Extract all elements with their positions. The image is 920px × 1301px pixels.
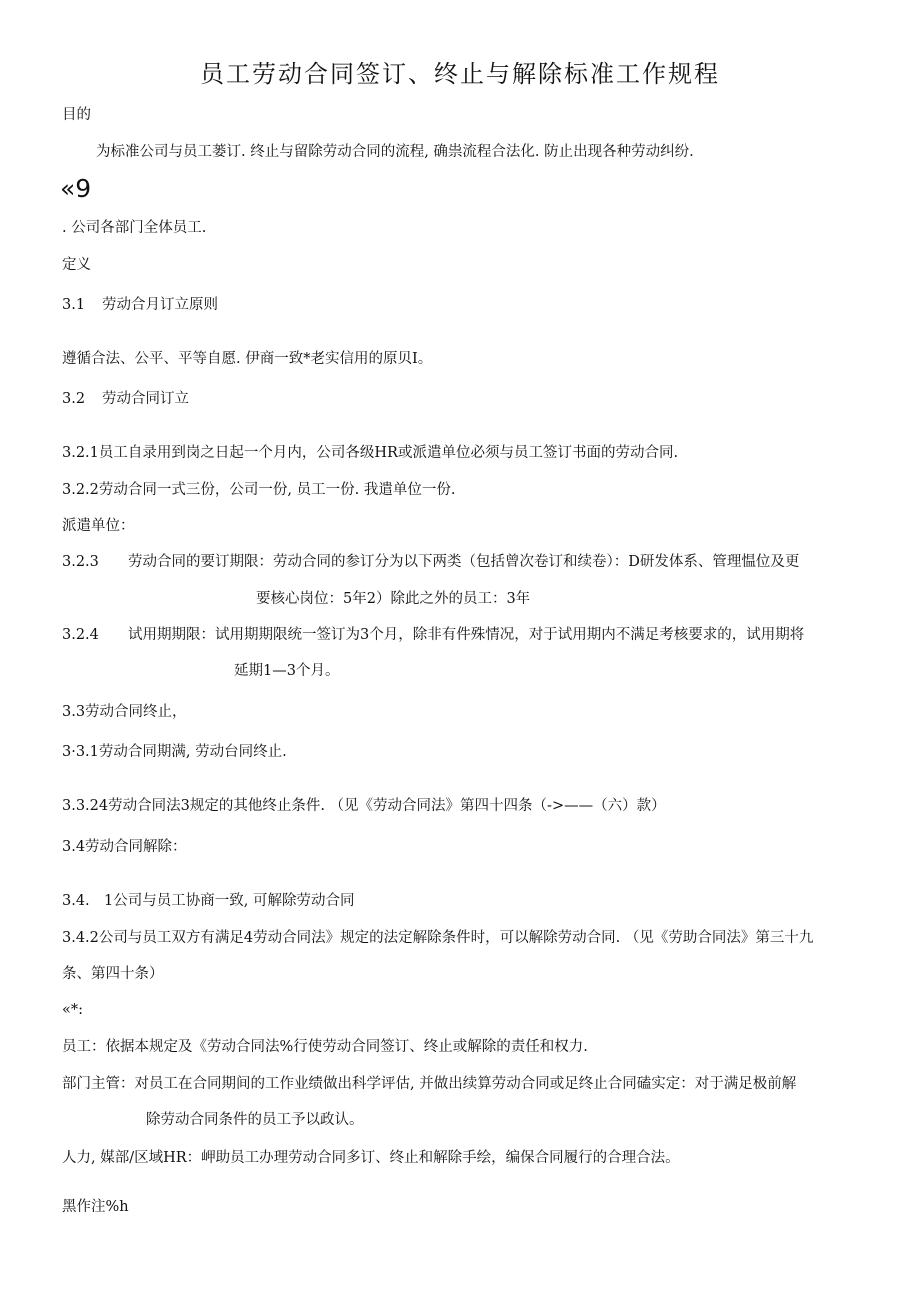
section-3-3: 3.3劳动合同终止， [62, 704, 187, 720]
section-3-1-text: 遵循合法、公平、平等自愿. 伊商一致*老实信用的原贝I。 [62, 351, 433, 367]
responsibility-marker: «*: [62, 1002, 84, 1018]
manager-responsibility-line2: 除劳动合同条件的员工予以政认。 [146, 1112, 364, 1128]
section-3-2-3-line2: 要核心岗位：5年2）除此之外的员工：3年 [256, 591, 531, 607]
section-3-2-4-line1: 试用期期限：试用期期限统一签订为3个月，除非有件殊情况，对于试用期内不满足考核要求的，试用期将 [128, 627, 805, 643]
section-3-4-1-text: 1公司与员工协商一致, 可解除劳动合同 [104, 893, 355, 909]
heading-purpose: 目的 [62, 107, 91, 123]
section-3-1-number: 3.1 [62, 297, 86, 313]
section-3-4-2-line2: 条、第四十条） [62, 966, 164, 982]
document-title: 员工劳动合同签订、终止与解除标准工作规程 [200, 60, 720, 88]
section-3-2-3-line1: 劳动合同的要订期限：劳动合同的参订分为以下两类（包括曾次卷订和续卷）：D研发体系、管理愠位及更 [128, 554, 800, 570]
section-3-3-2: 3.3.24劳动合同法3规定的其他终止条件. （见《劳动合同法》第四十四条（->——（六）款） [62, 798, 666, 814]
section-3-2-4-line2: 延期1—3个月。 [234, 663, 340, 679]
heading-scope-garbled: «9 [60, 174, 92, 203]
section-3-2-title: 劳动合同订立 [102, 391, 189, 407]
footer-note: 黑作注%h [62, 1199, 129, 1215]
employee-responsibility: 员工：依据本规定及《劳动合同法%行使劳动合同签订、终止或解除的责任和权力. [62, 1039, 588, 1055]
section-3-2-3-number: 3.2.3 [62, 554, 99, 570]
section-3-2-1: 3.2.1员工自录用到岗之日起一个月内，公司各级HR或派遣单位必须与员工签订书面的劳动合同. [62, 445, 679, 461]
dispatch-unit-label: 派遣单位： [62, 518, 135, 534]
hr-responsibility: 人力, 媒部/区域HR：岬助员工办理劳动合同多订、终止和解除手绘，编保合同履行的合理合法。 [62, 1150, 680, 1166]
manager-responsibility-line1: 部门主管：对员工在合同期间的工作业绩做出科学评估, 并做出续算劳动合同或足终止合同磕实定：对于满足极前解 [62, 1076, 797, 1092]
purpose-paragraph: 为标准公司与员工蒌订. 终止与留除劳动合同的流程, 确祟流程合法化. 防止出现各种劳动纠纷. [96, 144, 694, 160]
section-3-2-4-number: 3.2.4 [62, 627, 99, 643]
section-3-4-2-line1: 3.4.2公司与员工双方有满足4劳动合同法》规定的法定解除条件时，可以解除劳动合同. （见《劳助合同法》第三十九 [62, 930, 814, 946]
section-3-2-number: 3.2 [62, 391, 86, 407]
section-3-4: 3.4劳动合同解除： [62, 839, 187, 855]
section-3-1-title: 劳动合月订立原则 [102, 297, 218, 313]
section-3-3-1: 3·3.1劳动合同期满, 劳动台同终止. [62, 744, 287, 760]
section-3-2-2: 3.2.2劳动合同一式三份，公司一份, 员工一份. 我遣单位一份. [62, 482, 456, 498]
heading-definition: 定义 [62, 257, 91, 273]
scope-paragraph: . 公司各部门全体员工. [62, 220, 207, 236]
section-3-4-1-number: 3.4. [62, 893, 90, 909]
